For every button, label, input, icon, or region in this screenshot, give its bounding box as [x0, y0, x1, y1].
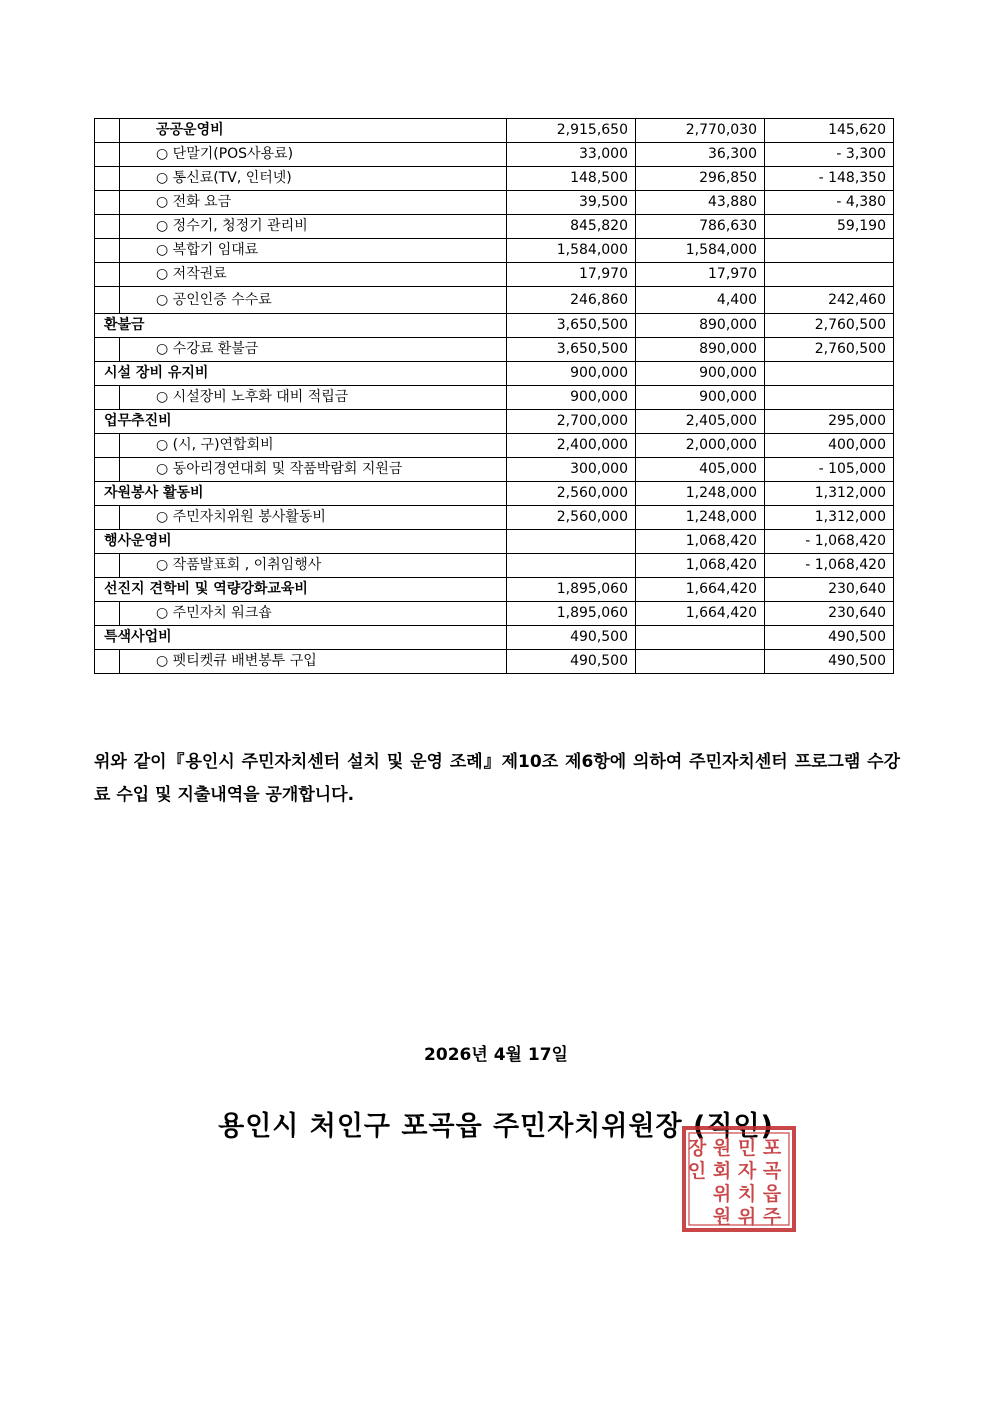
settled-amount: 405,000 — [636, 458, 765, 482]
table-row-category — [95, 362, 894, 386]
item-label: ○ 통신료(TV, 인터넷) — [120, 167, 507, 191]
document-date: 2026년 4월 17일 — [424, 1045, 568, 1065]
difference-amount: 2,760,500 — [765, 314, 894, 338]
settled-amount: 296,850 — [636, 167, 765, 191]
settled-amount: 786,630 — [636, 215, 765, 239]
item-label: ○ 정수기, 청정기 관리비 — [120, 215, 507, 239]
table-row-category — [95, 314, 894, 338]
settled-amount: 1,584,000 — [636, 239, 765, 263]
difference-amount: 2,760,500 — [765, 338, 894, 362]
signer-title: 용인시 처인구 포곡읍 주민자치위원장 (직인) — [218, 1111, 774, 1142]
budget-table — [94, 118, 894, 674]
indent-cell — [95, 386, 120, 410]
indent-cell — [95, 554, 120, 578]
settled-amount: 2,770,030 — [636, 119, 765, 143]
budget-amount: 1,895,060 — [507, 602, 636, 626]
category-label: 특색사업비 — [95, 626, 507, 650]
settled-amount — [636, 650, 765, 674]
difference-amount: 59,190 — [765, 215, 894, 239]
seal-character: 주 — [762, 1206, 782, 1228]
indent-cell — [95, 434, 120, 458]
table-row-item — [95, 506, 894, 530]
indent-cell — [95, 506, 120, 530]
category-label: 시설 장비 유지비 — [95, 362, 507, 386]
table-row-item — [95, 263, 894, 287]
budget-amount: 2,560,000 — [507, 482, 636, 506]
difference-amount: 1,312,000 — [765, 482, 894, 506]
category-label: 선진지 견학비 및 역량강화교육비 — [95, 578, 507, 602]
difference-amount — [765, 263, 894, 287]
difference-amount: - 1,068,420 — [765, 554, 894, 578]
difference-amount: - 3,300 — [765, 143, 894, 167]
table-row-item — [95, 215, 894, 239]
table-row-category — [95, 530, 894, 554]
budget-amount: 2,560,000 — [507, 506, 636, 530]
table-row-item — [95, 602, 894, 626]
settled-amount: 900,000 — [636, 386, 765, 410]
budget-amount — [507, 530, 636, 554]
indent-cell — [95, 458, 120, 482]
budget-amount: 900,000 — [507, 362, 636, 386]
budget-amount: 900,000 — [507, 386, 636, 410]
seal-character: 장 — [687, 1137, 707, 1159]
table-row-item — [95, 458, 894, 482]
item-label: ○ 주민자치위원 봉사활동비 — [120, 506, 507, 530]
difference-amount: 145,620 — [765, 119, 894, 143]
category-label: 행사운영비 — [95, 530, 507, 554]
category-label: 업무추진비 — [95, 410, 507, 434]
seal-character: 인 — [687, 1160, 707, 1182]
difference-amount: 400,000 — [765, 434, 894, 458]
table-row-category — [95, 119, 894, 143]
budget-amount: 2,400,000 — [507, 434, 636, 458]
budget-amount: 300,000 — [507, 458, 636, 482]
seal-character: 치 — [737, 1183, 757, 1205]
settled-amount: 4,400 — [636, 287, 765, 314]
settled-amount: 1,664,420 — [636, 578, 765, 602]
budget-amount: 3,650,500 — [507, 338, 636, 362]
table-row-item — [95, 287, 894, 314]
budget-amount: 148,500 — [507, 167, 636, 191]
seal-character: 곡 — [762, 1160, 782, 1182]
table-row-item — [95, 650, 894, 674]
settled-amount: 17,970 — [636, 263, 765, 287]
indent-cell — [95, 215, 120, 239]
difference-amount: - 148,350 — [765, 167, 894, 191]
budget-amount: 2,700,000 — [507, 410, 636, 434]
settled-amount: 43,880 — [636, 191, 765, 215]
item-label: ○ 단말기(POS사용료) — [120, 143, 507, 167]
budget-amount: 3,650,500 — [507, 314, 636, 338]
budget-amount: 17,970 — [507, 263, 636, 287]
budget-amount: 490,500 — [507, 626, 636, 650]
budget-amount: 39,500 — [507, 191, 636, 215]
item-label: ○ 시설장비 노후화 대비 적립금 — [120, 386, 507, 410]
budget-amount: 1,584,000 — [507, 239, 636, 263]
seal-character: 민 — [737, 1137, 757, 1159]
indent-cell — [95, 263, 120, 287]
seal-character: 자 — [737, 1160, 757, 1182]
seal-character: 원 — [712, 1137, 732, 1159]
official-seal-icon — [676, 1122, 802, 1236]
settled-amount: 2,000,000 — [636, 434, 765, 458]
difference-amount: - 1,068,420 — [765, 530, 894, 554]
category-label: 자원봉사 활동비 — [95, 482, 507, 506]
disclosure-notice: 위와 같이『용인시 주민자치센터 설치 및 운영 조례』제10조 제6항에 의하여 주민자치센터 프로그램 수강료 수입 및 지출내역을 공개합니다. — [94, 752, 900, 805]
settled-amount: 1,068,420 — [636, 554, 765, 578]
indent-cell — [95, 650, 120, 674]
item-label: ○ 수강료 환불금 — [120, 338, 507, 362]
settled-amount: 900,000 — [636, 362, 765, 386]
difference-amount: 295,000 — [765, 410, 894, 434]
table-row-item — [95, 239, 894, 263]
difference-amount: 490,500 — [765, 626, 894, 650]
item-label: ○ 전화 요금 — [120, 191, 507, 215]
table-row-item — [95, 554, 894, 578]
item-label: ○ 주민자치 워크숍 — [120, 602, 507, 626]
budget-amount: 1,895,060 — [507, 578, 636, 602]
seal-character: 위 — [737, 1206, 757, 1228]
table-row-item — [95, 338, 894, 362]
difference-amount: - 4,380 — [765, 191, 894, 215]
indent-cell — [95, 239, 120, 263]
budget-amount — [507, 554, 636, 578]
difference-amount — [765, 362, 894, 386]
seal-character: 원 — [712, 1206, 732, 1228]
item-label: ○ 저작권료 — [120, 263, 507, 287]
budget-amount: 845,820 — [507, 215, 636, 239]
indent-cell — [95, 167, 120, 191]
settled-amount: 1,664,420 — [636, 602, 765, 626]
settled-amount: 1,068,420 — [636, 530, 765, 554]
settled-amount: 2,405,000 — [636, 410, 765, 434]
item-label: ○ 작품발표회 , 이취임행사 — [120, 554, 507, 578]
item-label: ○ 복합기 임대료 — [120, 239, 507, 263]
seal-character: 포 — [762, 1137, 782, 1159]
indent-cell — [95, 191, 120, 215]
table-row-item — [95, 143, 894, 167]
table-row-item — [95, 191, 894, 215]
table-row-item — [95, 386, 894, 410]
settled-amount: 890,000 — [636, 314, 765, 338]
indent-cell — [95, 602, 120, 626]
difference-amount: - 105,000 — [765, 458, 894, 482]
difference-amount: 490,500 — [765, 650, 894, 674]
settled-amount: 1,248,000 — [636, 506, 765, 530]
difference-amount: 1,312,000 — [765, 506, 894, 530]
settled-amount: 36,300 — [636, 143, 765, 167]
difference-amount — [765, 386, 894, 410]
budget-amount: 246,860 — [507, 287, 636, 314]
indent-cell — [95, 119, 120, 143]
settled-amount: 1,248,000 — [636, 482, 765, 506]
indent-cell — [95, 287, 120, 314]
seal-character: 읍 — [762, 1183, 782, 1205]
difference-amount — [765, 239, 894, 263]
item-label: ○ (시, 구)연합회비 — [120, 434, 507, 458]
budget-amount: 490,500 — [507, 650, 636, 674]
table-row-category — [95, 410, 894, 434]
indent-cell — [95, 338, 120, 362]
table-row-category — [95, 626, 894, 650]
table-row-category — [95, 482, 894, 506]
category-label: 환불금 — [95, 314, 507, 338]
budget-amount: 2,915,650 — [507, 119, 636, 143]
item-label: ○ 동아리경연대회 및 작품박람회 지원금 — [120, 458, 507, 482]
item-label: ○ 펫티켓큐 배변봉투 구입 — [120, 650, 507, 674]
table-row-category — [95, 578, 894, 602]
difference-amount: 242,460 — [765, 287, 894, 314]
settled-amount: 890,000 — [636, 338, 765, 362]
settled-amount — [636, 626, 765, 650]
budget-amount: 33,000 — [507, 143, 636, 167]
table-row-item — [95, 167, 894, 191]
difference-amount: 230,640 — [765, 578, 894, 602]
difference-amount: 230,640 — [765, 602, 894, 626]
seal-character: 회 — [712, 1160, 732, 1182]
seal-character: 위 — [712, 1183, 732, 1205]
item-label: ○ 공인인증 수수료 — [120, 287, 507, 314]
category-label: 공공운영비 — [120, 119, 507, 143]
indent-cell — [95, 143, 120, 167]
table-row-item — [95, 434, 894, 458]
